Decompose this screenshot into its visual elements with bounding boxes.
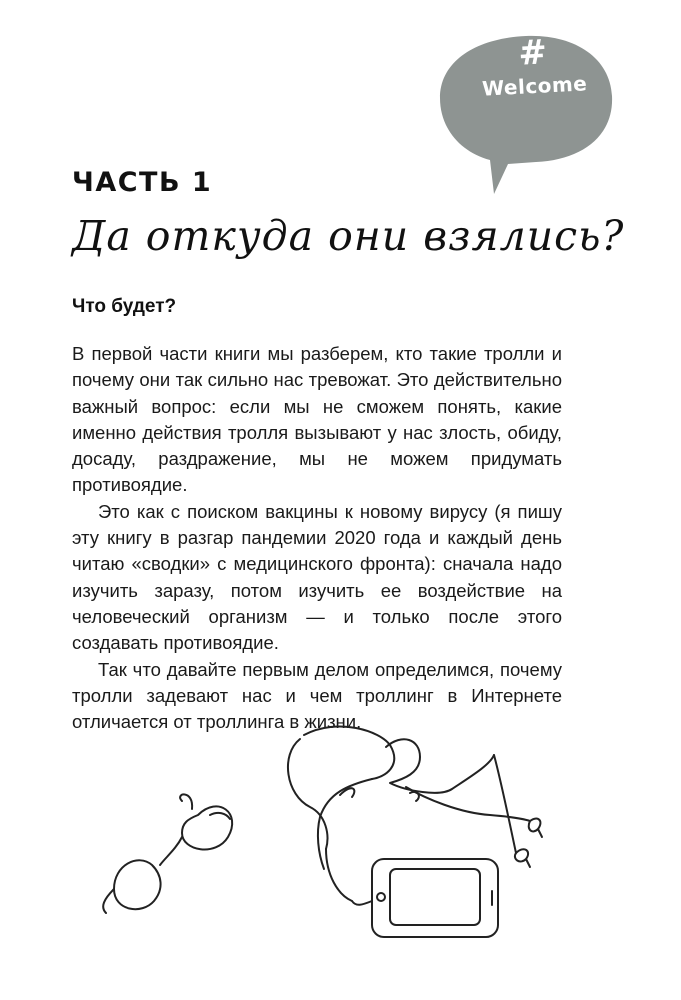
part-label: ЧАСТЬ 1 xyxy=(72,167,213,198)
illustration xyxy=(90,725,570,965)
section-heading: Что будет? xyxy=(72,296,177,317)
part-title: Да откуда они взялись? xyxy=(72,212,625,260)
smartphone-icon xyxy=(352,859,498,937)
welcome-label: Welcome xyxy=(481,71,588,101)
hash-symbol: # xyxy=(517,32,549,74)
paragraph: Это как с поиском вакцины к новому вирусу (я пишу эту книгу в разгар пандемии 2020 года и каждый день читаю «сводки» с медицинского фронта): сначала надо изучить заразу, потом изучить ее воздействие на человеческий организм — и только после этого создавать противоядие. xyxy=(72,500,562,654)
paragraph: В первой части книги мы разберем, кто такие тролли и почему они так сильно нас тревожат. Это действительно важный вопрос: если мы не сможем понять, какие именно действия тролля вызывают у нас злость, обиду, досаду, раздражение, мы не можем придумать противоядие. xyxy=(72,343,562,496)
earphones-icon xyxy=(288,726,542,901)
sunglasses-icon xyxy=(103,794,232,913)
paragraph: Так что давайте первым делом определимся, почему тролли задевают нас и чем троллинг в Интернете отличается от троллинга в жизни. xyxy=(72,658,562,733)
body-text xyxy=(72,341,562,735)
